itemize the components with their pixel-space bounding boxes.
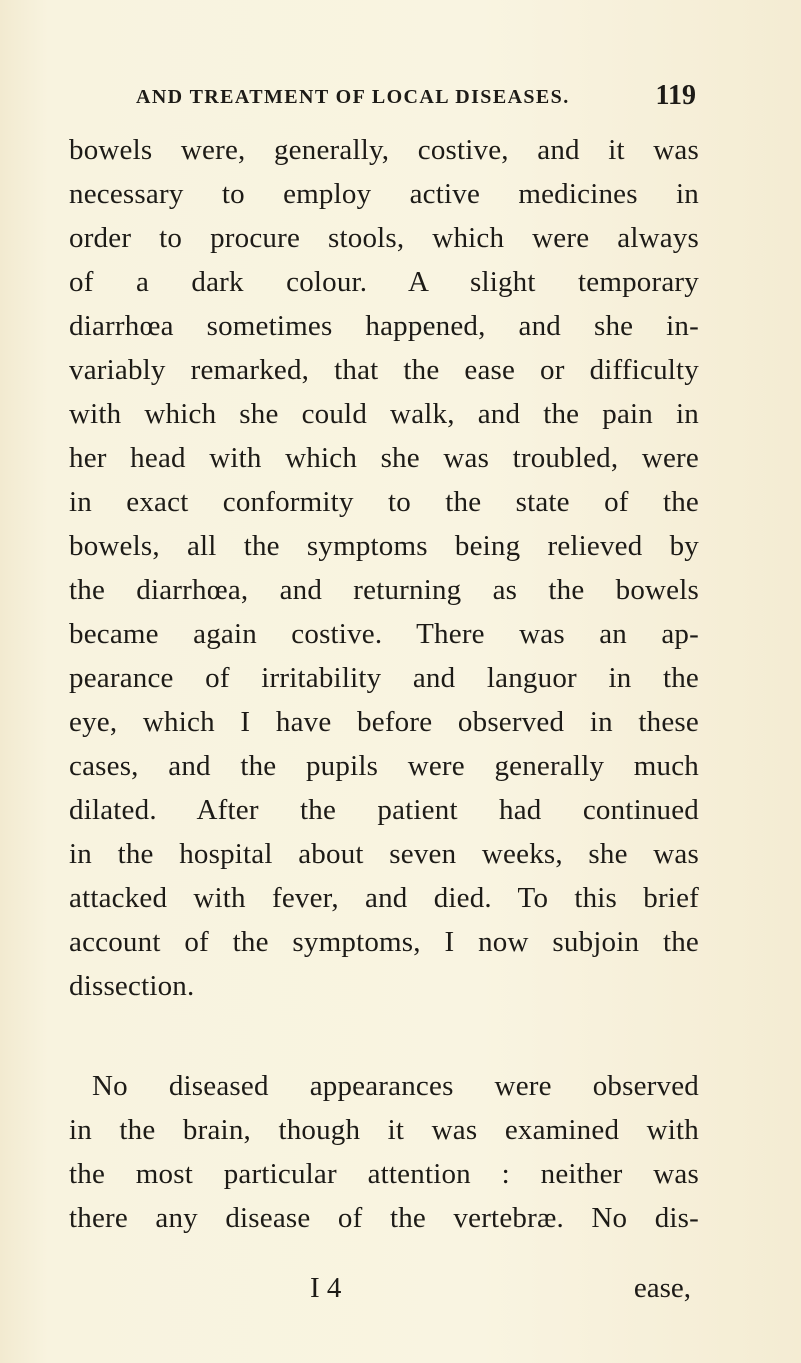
page-footer bbox=[69, 1266, 699, 1310]
text-line: with which she could walk, and the pain in bbox=[69, 398, 699, 430]
text-line: cases, and the pupils were generally much bbox=[69, 750, 699, 782]
text-line: in the hospital about seven weeks, she was bbox=[69, 838, 699, 870]
text-line: dissection. bbox=[69, 970, 195, 1002]
text-line: eye, which I have before observed in these bbox=[69, 706, 699, 738]
paragraph-spacer bbox=[69, 1008, 699, 1064]
text-line: pearance of irritability and languor in the bbox=[69, 662, 699, 694]
text-line: No diseased appearances were observed bbox=[92, 1070, 699, 1102]
text-line: in the brain, though it was examined with bbox=[69, 1114, 699, 1146]
body-text bbox=[69, 128, 699, 1240]
catchword: ease, bbox=[633, 1272, 691, 1304]
running-head bbox=[136, 80, 696, 114]
text-line: there any disease of the vertebræ. No dis- bbox=[69, 1202, 699, 1234]
text-line: bowels, all the symptoms being relieved by bbox=[69, 530, 699, 562]
paragraph-1 bbox=[69, 128, 699, 1008]
text-line: attacked with fever, and died. To this brief bbox=[69, 882, 699, 914]
text-line: bowels were, generally, costive, and it was bbox=[69, 134, 699, 166]
text-line: dilated. After the patient had continued bbox=[69, 794, 699, 826]
text-line: order to procure stools, which were always bbox=[69, 222, 699, 254]
paragraph-2 bbox=[69, 1064, 699, 1240]
text-line: her head with which she was troubled, were bbox=[69, 442, 699, 474]
text-line: account of the symptoms, I now subjoin the bbox=[69, 926, 699, 958]
text-line: the most particular attention : neither was bbox=[69, 1158, 699, 1190]
text-line: diarrhœa sometimes happened, and she in- bbox=[69, 310, 699, 342]
signature-mark: I 4 bbox=[310, 1272, 342, 1304]
running-head-title: AND TREATMENT OF LOCAL DISEASES. bbox=[136, 86, 570, 108]
text-line: necessary to employ active medicines in bbox=[69, 178, 699, 210]
page-number: 119 bbox=[655, 80, 696, 111]
text-line: of a dark colour. A slight temporary bbox=[69, 266, 699, 298]
text-line: became again costive. There was an ap- bbox=[69, 618, 699, 650]
text-line: in exact conformity to the state of the bbox=[69, 486, 699, 518]
text-line: the diarrhœa, and returning as the bowels bbox=[69, 574, 699, 606]
text-line: variably remarked, that the ease or difficulty bbox=[69, 354, 699, 386]
